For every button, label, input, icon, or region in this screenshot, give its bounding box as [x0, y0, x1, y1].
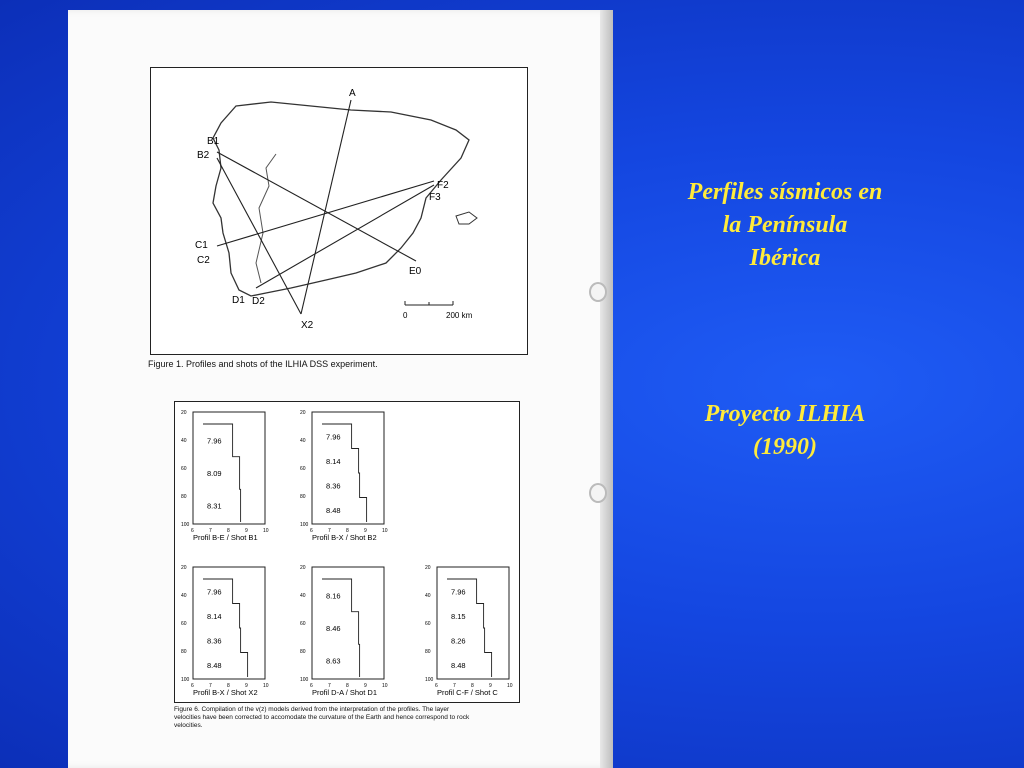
panel-name: Profil C-F / Shot C — [437, 688, 498, 697]
y-tick-label: 80 — [181, 649, 187, 655]
panel-name: Profil B-E / Shot B1 — [193, 533, 258, 542]
y-tick-label: 40 — [300, 593, 306, 599]
label-b2: B2 — [197, 150, 210, 161]
velocity-label: 8.48 — [451, 660, 466, 670]
profile-line-b2-x2 — [217, 158, 301, 314]
label-c1: C1 — [195, 240, 208, 251]
slide-title-line: Perfiles sísmicos en — [687, 179, 883, 205]
figure6-caption — [174, 706, 469, 730]
label-e0: E0 — [409, 266, 422, 277]
velocity-label: 7.96 — [207, 436, 222, 446]
x-tick-label: 7 — [209, 683, 212, 689]
x-tick-label: 6 — [310, 683, 313, 689]
x-tick-label: 7 — [453, 683, 456, 689]
panel-frame — [312, 412, 384, 524]
y-tick-label: 60 — [300, 621, 306, 627]
profiles-figure — [174, 401, 520, 703]
x-tick-label: 10 — [507, 683, 513, 689]
panel-frame — [193, 412, 265, 524]
velocity-label: 7.96 — [326, 432, 341, 442]
x-tick-label: 8 — [227, 683, 230, 689]
y-tick-label: 60 — [181, 621, 187, 627]
y-tick-label: 100 — [425, 677, 434, 683]
y-tick-label: 20 — [300, 410, 306, 416]
x-tick-label: 6 — [310, 528, 313, 534]
profile-panel-1 — [181, 410, 269, 542]
y-tick-label: 60 — [300, 466, 306, 472]
project-title-line: (1990) — [753, 434, 817, 460]
slide-title-line: Ibérica — [749, 245, 821, 271]
panel-name: Profil B-X / Shot X2 — [193, 688, 258, 697]
label-c2: C2 — [197, 255, 210, 266]
page-edge — [600, 10, 613, 768]
velocity-label: 7.96 — [451, 587, 466, 597]
x-tick-label: 8 — [227, 528, 230, 534]
x-tick-label: 10 — [263, 528, 269, 534]
figure6-caption-line: velocities. — [174, 722, 203, 729]
label-f2: F2 — [437, 180, 449, 191]
scale-end: 200 km — [446, 311, 473, 320]
x-tick-label: 9 — [364, 683, 367, 689]
x-tick-label: 9 — [364, 528, 367, 534]
x-tick-label: 9 — [245, 683, 248, 689]
velocity-label: 8.48 — [207, 660, 222, 670]
x-tick-label: 7 — [328, 683, 331, 689]
y-tick-label: 100 — [300, 677, 309, 683]
y-tick-label: 60 — [181, 466, 187, 472]
y-tick-label: 80 — [300, 494, 306, 500]
punch-hole-bottom — [589, 483, 607, 503]
velocity-profiles — [175, 402, 519, 702]
profile-line-d1-f3 — [256, 185, 434, 288]
x-tick-label: 6 — [191, 683, 194, 689]
panel-frame — [312, 567, 384, 679]
portugal-border — [256, 154, 276, 283]
y-tick-label: 20 — [181, 565, 187, 571]
velocity-label: 8.36 — [326, 481, 341, 491]
velocity-label: 8.14 — [326, 456, 341, 466]
velocity-label: 8.16 — [326, 591, 341, 601]
velocity-label: 8.48 — [326, 505, 341, 515]
y-tick-label: 20 — [425, 565, 431, 571]
velocity-label: 8.46 — [326, 624, 341, 633]
figure1-caption: Figure 1. Profiles and shots of the ILHIA DSS experiment. — [148, 359, 378, 369]
y-tick-label: 40 — [181, 438, 187, 444]
y-tick-label: 20 — [300, 565, 306, 571]
profile-line-c1-f2 — [217, 181, 434, 246]
velocity-label: 8.26 — [451, 636, 466, 646]
label-d1: D1 — [232, 295, 245, 306]
panel-name: Profil B-X / Shot B2 — [312, 533, 377, 542]
y-tick-label: 80 — [300, 649, 306, 655]
balearic-island — [456, 212, 477, 224]
velocity-label: 8.14 — [207, 611, 222, 621]
velocity-label: 7.96 — [207, 587, 222, 597]
profile-line-a-x2 — [301, 100, 351, 314]
velocity-label: 8.36 — [207, 636, 222, 646]
x-tick-label: 6 — [435, 683, 438, 689]
label-a: A — [349, 88, 356, 99]
velocity-label: 8.15 — [451, 611, 466, 621]
panel-frame — [437, 567, 509, 679]
x-tick-label: 7 — [209, 528, 212, 534]
y-tick-label: 80 — [425, 649, 431, 655]
velocity-label: 8.09 — [207, 469, 222, 478]
profile-panel-4 — [300, 565, 388, 697]
label-b1: B1 — [207, 136, 220, 147]
project-title — [640, 398, 930, 464]
y-tick-label: 20 — [181, 410, 187, 416]
x-tick-label: 9 — [489, 683, 492, 689]
y-tick-label: 100 — [300, 522, 309, 528]
profile-line-b1-e0 — [217, 152, 416, 261]
x-tick-label: 7 — [328, 528, 331, 534]
x-tick-label: 8 — [346, 683, 349, 689]
x-tick-label: 6 — [191, 528, 194, 534]
y-tick-label: 80 — [181, 494, 187, 500]
label-x2: X2 — [301, 320, 314, 331]
label-f3: F3 — [429, 192, 441, 203]
profile-panel-2 — [300, 410, 388, 542]
x-tick-label: 10 — [382, 528, 388, 534]
y-tick-label: 40 — [425, 593, 431, 599]
velocity-label: 8.31 — [207, 501, 222, 511]
project-title-line: Proyecto ILHIA — [704, 401, 866, 427]
profile-panel-5 — [425, 565, 513, 697]
punch-hole-top — [589, 282, 607, 302]
panel-name: Profil D-A / Shot D1 — [312, 688, 378, 697]
y-tick-label: 40 — [300, 438, 306, 444]
y-tick-label: 40 — [181, 593, 187, 599]
velocity-label: 8.63 — [326, 656, 341, 666]
iberia-map — [151, 68, 527, 354]
y-tick-label: 100 — [181, 677, 190, 683]
map-figure — [150, 67, 528, 355]
profile-panel-3 — [181, 565, 269, 697]
label-d2: D2 — [252, 296, 265, 307]
panel-frame — [193, 567, 265, 679]
figure6-caption-line: Figure 6. Compilation of the v(z) models derived from the interpretation of the profiles. The layer — [174, 706, 450, 713]
x-tick-label: 8 — [346, 528, 349, 534]
y-tick-label: 60 — [425, 621, 431, 627]
x-tick-label: 9 — [245, 528, 248, 534]
figure6-caption-line: velocities have been corrected to accomodate the curvature of the Earth and hence correspond to rock — [174, 714, 470, 721]
profile-panel — [181, 410, 513, 697]
scale-start: 0 — [403, 311, 408, 320]
x-tick-label: 10 — [263, 683, 269, 689]
slide-title-line: la Península — [722, 212, 848, 238]
x-tick-label: 10 — [382, 683, 388, 689]
slide-title — [640, 176, 930, 275]
x-tick-label: 8 — [471, 683, 474, 689]
y-tick-label: 100 — [181, 522, 190, 528]
